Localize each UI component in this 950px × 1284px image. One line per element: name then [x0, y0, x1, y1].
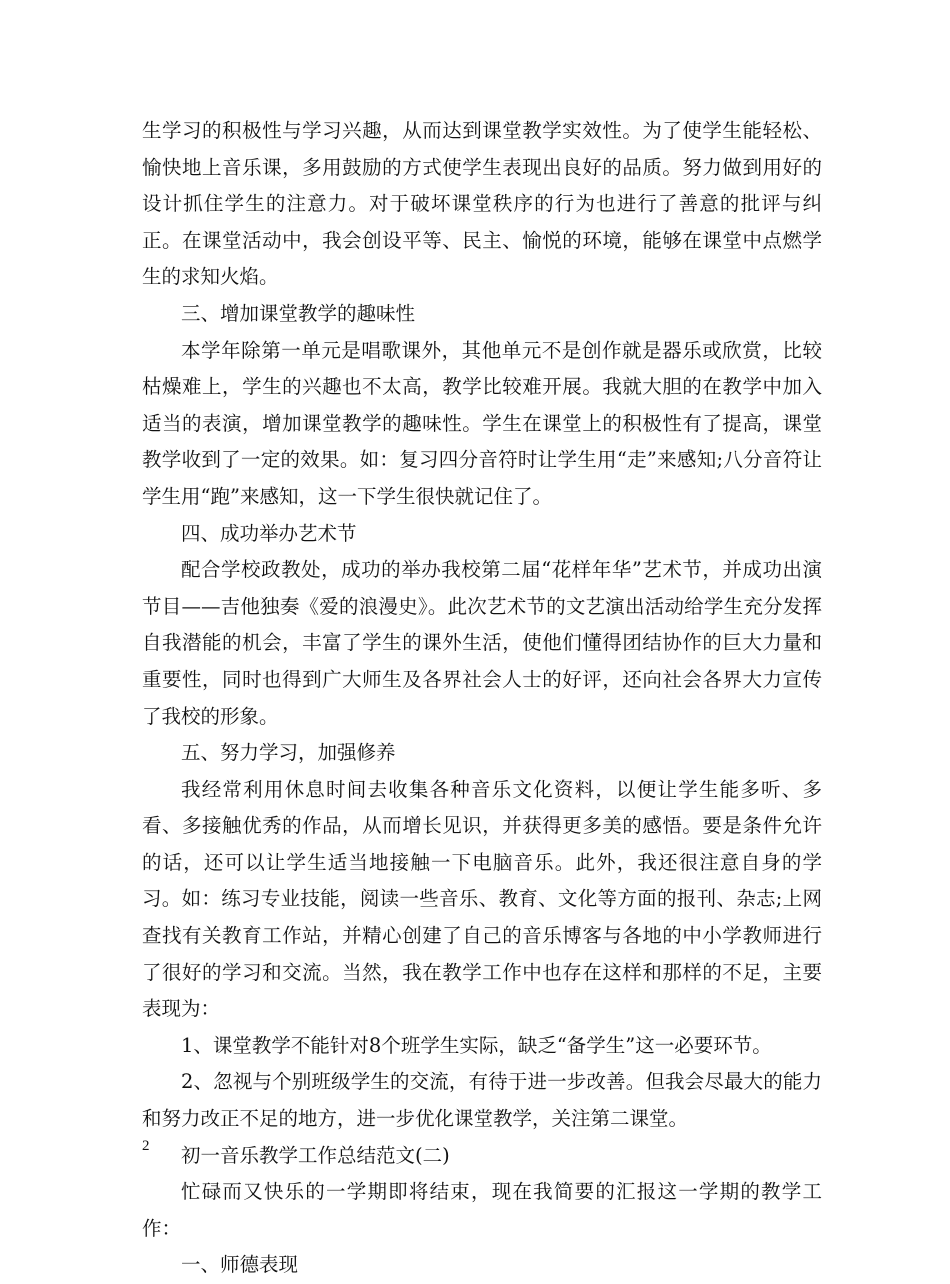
document-subtitle: 初一音乐教学工作总结范文(二) — [181, 1143, 450, 1167]
paragraph: 忙碌而又快乐的一学期即将结束，现在我简要的汇报这一学期的教学工作： — [142, 1180, 822, 1240]
paragraph: 我经常利用休息时间去收集各种音乐文化资料，以便让学生能多听、多看、多接触优秀的作品，从而增长见识，并获得更多美的感悟。要是条件允许的话，还可以让学生适当地接触一下电脑音乐。此外，我还很注意自身的学习。如：练习专业技能，阅读一些音乐、教育、文化等方面的报刊、杂志;上网查找有关教育工作站，并精心创建了自己的音乐博客与各地的中小学教师进行了很好的学习和交流。当然，我在教学工作中也存在这样和那样的不足，主要表现为： — [142, 777, 822, 1021]
list-item: 1、课堂教学不能针对8个班学生实际，缺乏“备学生”这一必要环节。 — [181, 1033, 772, 1057]
section-heading: 四、成功举办艺术节 — [181, 521, 357, 545]
body-text — [142, 113, 822, 1284]
paragraph: 本学年除第一单元是唱歌课外，其他单元不是创作就是器乐或欣赏，比较枯燥难上，学生的兴趣也不太高，教学比较难开展。我就大胆的在教学中加入适当的表演，增加课堂教学的趣味性。学生在课堂上的积极性有了提高，课堂教学收到了一定的效果。如：复习四分音符时让学生用“走”来感知;八分音符让学生用“跑”来感知，这一下学生很快就记住了。 — [142, 338, 822, 508]
section-heading: 五、努力学习，加强修养 — [181, 741, 396, 765]
paragraph: 生学习的积极性与学习兴趣，从而达到课堂教学实效性。为了使学生能轻松、愉快地上音乐课，多用鼓励的方式使学生表现出良好的品质。努力做到用好的设计抓住学生的注意力。对于破坏课堂秩序的行为也进行了善意的批评与纠正。在课堂活动中，我会创设平等、民主、愉悦的环境，能够在课堂中点燃学生的求知火焰。 — [142, 119, 822, 289]
list-item: 2、忽视与个别班级学生的交流，有待于进一步改善。但我会尽最大的能力和努力改正不足的地方，进一步优化课堂教学，关注第二课堂。 — [142, 1070, 822, 1131]
section-heading: 三、增加课堂教学的趣味性 — [181, 301, 416, 325]
paragraph: 配合学校政教处，成功的举办我校第二届“花样年华”艺术节，并成功出演节目——吉他独奏《爱的浪漫史》。此次艺术节的文艺演出活动给学生充分发挥自我潜能的机会，丰富了学生的课外生活，使他们懂得团结协作的巨大力量和重要性，同时也得到广大师生及各界社会人士的好评，还向社会各界大力宣传了我校的形象。 — [142, 558, 822, 728]
page-number: 2 — [142, 1138, 150, 1154]
section-heading: 一、师德表现 — [181, 1253, 299, 1277]
